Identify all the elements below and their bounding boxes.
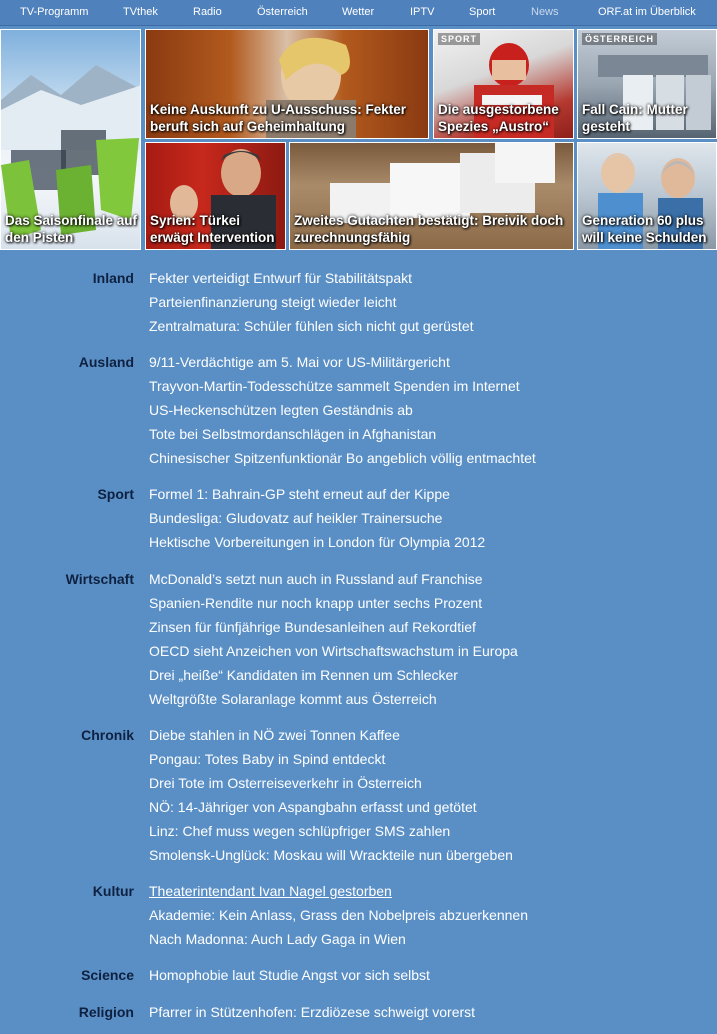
news-link[interactable]: US-Heckenschützen legten Geständnis ab: [149, 402, 413, 418]
category-label: Chronik: [81, 727, 134, 743]
news-link[interactable]: Drei Tote im Osterreiseverkehr in Österreich: [149, 775, 422, 791]
nav-tv-programm[interactable]: TV-Programm: [20, 6, 89, 18]
news-link[interactable]: Zinsen für fünfjährige Bundesanleihen auf Rekordtief: [149, 619, 476, 635]
news-link[interactable]: Akademie: Kein Anlass, Grass den Nobelpreis abzuerkennen: [149, 907, 528, 923]
teaser-caption: Fall Cain: Mutter gesteht: [582, 102, 688, 134]
news-link[interactable]: Smolensk-Unglück: Moskau will Wrackteile nun übergeben: [149, 847, 513, 863]
news-link[interactable]: Hektische Vorbereitungen in London für Olympia 2012: [149, 534, 486, 550]
teaser-caption: Die ausgestorbene Spezies „Austro“: [438, 102, 559, 134]
nav-orf-ueberblick[interactable]: ORF.at im Überblick: [598, 6, 696, 18]
news-link[interactable]: Diebe stahlen in NÖ zwei Tonnen Kaffee: [149, 727, 400, 743]
teaser-tile-generation[interactable]: [577, 142, 717, 250]
category-label: Inland: [92, 270, 134, 286]
news-link[interactable]: 9/11-Verdächtige am 5. Mai vor US-Militärgericht: [149, 354, 450, 370]
teaser-tile-breivik[interactable]: [289, 142, 574, 250]
news-link[interactable]: Trayvon-Martin-Todesschütze sammelt Spenden im Internet: [149, 378, 520, 394]
category-tag: SPORT: [438, 33, 480, 45]
nav-wetter[interactable]: Wetter: [342, 6, 375, 18]
category-label: Wirtschaft: [65, 571, 134, 587]
category-tag: ÖSTERREICH: [582, 33, 657, 45]
news-link[interactable]: OECD sieht Anzeichen von Wirtschaftswachstum in Europa: [149, 643, 518, 659]
nav-sport[interactable]: Sport: [469, 6, 496, 18]
nav-oesterreich[interactable]: Österreich: [257, 6, 308, 18]
nav-tvthek[interactable]: TVthek: [123, 6, 158, 18]
category-label: Science: [81, 967, 134, 983]
teaser-tile-cain[interactable]: [577, 29, 717, 139]
nav-news[interactable]: News: [531, 6, 559, 18]
news-link[interactable]: Pfarrer in Stützenhofen: Erzdiözese schweigt vorerst: [149, 1004, 476, 1020]
category-label: Sport: [97, 486, 134, 502]
news-link[interactable]: Pongau: Totes Baby in Spind entdeckt: [149, 751, 386, 767]
news-link[interactable]: Formel 1: Bahrain-GP steht erneut auf der Kippe: [149, 486, 450, 502]
news-link[interactable]: Homophobie laut Studie Angst vor sich selbst: [149, 967, 430, 983]
teaser-tile-saisonfinale[interactable]: [0, 29, 141, 250]
teaser-tile-fekter[interactable]: [145, 29, 429, 139]
news-link[interactable]: Chinesischer Spitzenfunktionär Bo angeblich völlig entmachtet: [149, 450, 536, 466]
teaser-caption: Generation 60 plus will keine Schulden: [582, 213, 707, 245]
news-link[interactable]: Theaterintendant Ivan Nagel gestorben: [149, 883, 392, 899]
top-navigation: [0, 0, 717, 26]
news-link[interactable]: Bundesliga: Gludovatz auf heikler Trainersuche: [149, 510, 443, 526]
news-link[interactable]: Spanien-Rendite nur noch knapp unter sechs Prozent: [149, 595, 483, 611]
teaser-tile-syrien[interactable]: [145, 142, 286, 250]
teaser-caption: Keine Auskunft zu U-Ausschuss: Fekter beruft sich auf Geheimhaltung: [150, 102, 407, 134]
news-link[interactable]: Tote bei Selbstmordanschlägen in Afghanistan: [149, 426, 437, 442]
teaser-tile-sport[interactable]: [433, 29, 574, 139]
teaser-caption: Das Saisonfinale auf den Pisten: [5, 213, 138, 245]
news-link[interactable]: Weltgrößte Solaranlage kommt aus Österreich: [149, 691, 437, 707]
category-label: Religion: [78, 1004, 134, 1020]
news-link[interactable]: Fekter verteidigt Entwurf für Stabilitätspakt: [149, 270, 412, 286]
news-link[interactable]: Drei „heiße“ Kandidaten im Rennen um Schlecker: [149, 667, 458, 683]
category-label: Ausland: [78, 354, 134, 370]
category-label: Kultur: [92, 883, 134, 899]
news-link[interactable]: Linz: Chef muss wegen schlüpfriger SMS zahlen: [149, 823, 451, 839]
news-link[interactable]: NÖ: 14-Jähriger von Aspangbahn erfasst und getötet: [149, 799, 477, 815]
news-link[interactable]: McDonald’s setzt nun auch in Russland auf Franchise: [149, 571, 483, 587]
nav-iptv[interactable]: IPTV: [410, 6, 435, 18]
teaser-caption: Syrien: Türkei erwägt Intervention: [150, 213, 275, 245]
news-link[interactable]: Zentralmatura: Schüler fühlen sich nicht gut gerüstet: [149, 318, 474, 334]
news-link[interactable]: Parteienfinanzierung steigt wieder leicht: [149, 294, 397, 310]
news-link[interactable]: Nach Madonna: Auch Lady Gaga in Wien: [149, 931, 406, 947]
teaser-caption: Zweites Gutachten bestätigt: Breivik doch zurechnungsfähig: [294, 213, 564, 245]
nav-radio[interactable]: Radio: [193, 6, 222, 18]
